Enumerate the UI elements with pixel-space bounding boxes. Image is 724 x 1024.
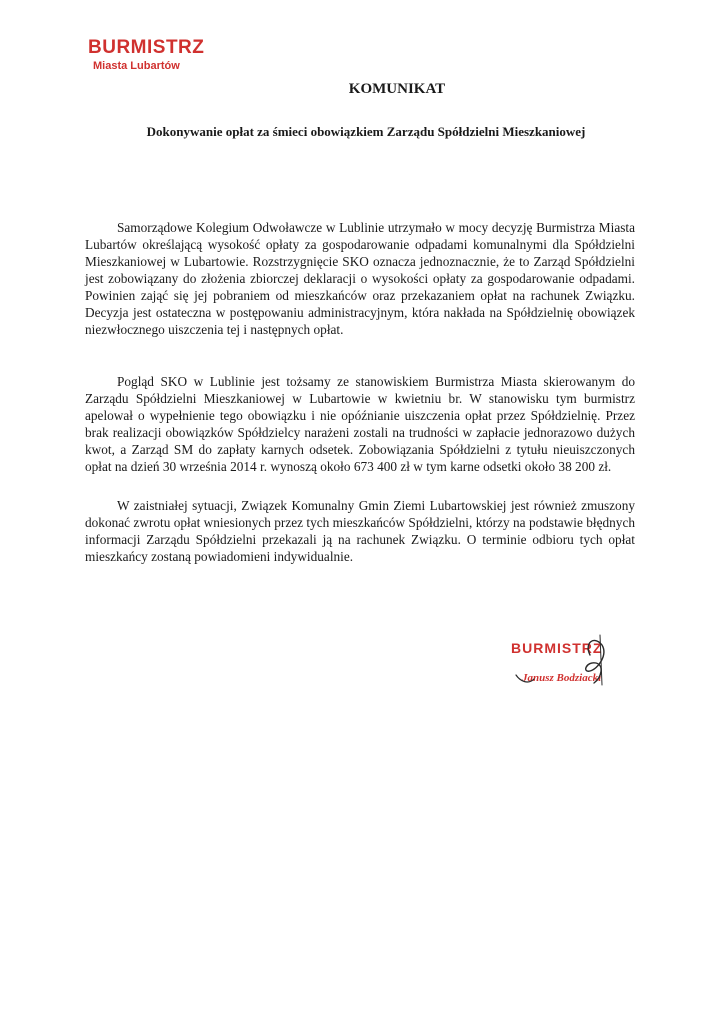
document-subheading: Dokonywanie opłat za śmieci obowiązkiem Zarządu Spółdzielni Mieszkaniowej xyxy=(146,124,586,139)
paragraph-3 xyxy=(85,497,635,565)
signature-stamp xyxy=(498,625,648,700)
paragraph-2 xyxy=(85,373,635,475)
signature-role: BURMISTRZ xyxy=(511,640,603,656)
paragraph-text: Pogląd SKO w Lublinie jest tożsamy ze stanowiskiem Burmistrza Miasta skierowanym do Zarządu Spółdzielni Mieszkaniowej w Lubartowie w kwietniu br. W stanowisku tym burmistrz apelował o wypełnienie tego obowiązku i nie opóźnianie uiszczenia opłat przez Spółdzielnię. Przez brak realizacji obowiązków Spółdzielcy narażeni zostali na trudności w zapłacie jednorazowo dużych kwot, a Zarząd SM do zapłaty karnych odsetek. Zobowiązania Spółdzielni z tytułu nieuiszczonych opłat na dzień 30 września 2014 r. wynoszą około 673 400 zł w tym karne odsetki około 38 200 zł. xyxy=(85,374,635,474)
paragraph-text: W zaistniałej sytuacji, Związek Komunalny Gmin Ziemi Lubartowskiej jest również zmuszony dokonać zwrotu opłat wniesionych przez tych mieszkańców Spółdzielni, którzy na podstawie błędnych informacji Zarządu Spółdzielni przekazali ją na rachunek Związku. O terminie odbioru tych opłat mieszkańcy zostaną powiadomieni indywidualnie. xyxy=(85,498,635,564)
handwritten-signature-icon xyxy=(498,625,648,700)
signature-name: Janusz Bodziacki xyxy=(522,672,602,684)
paragraph-text: Samorządowe Kolegium Odwoławcze w Lublinie utrzymało w mocy decyzję Burmistrza Miasta Lubartów określającą wysokość opłaty za gospodarowanie odpadami komunalnymi dla Spółdzielni Mieszkaniowej w Lubartowie. Rozstrzygnięcie SKO oznacza jednoznacznie, że to Zarząd Spółdzielni jest zobowiązany do złożenia zbiorczej deklaracji o wysokości opłaty za gospodarowanie odpadami. Powinien zająć się jej pobraniem od mieszkańców oraz przekazaniem opłat na rachunek Związku. Decyzja jest ostateczna w postępowaniu administracyjnym, która nakłada na Spółdzielnię obowiązek niezwłocznego uiszczenia tej i następnych opłat. xyxy=(85,220,635,337)
stamp-subtitle: Miasta Lubartów xyxy=(93,60,180,72)
burmistrz-header-stamp xyxy=(88,38,204,72)
stamp-title: BURMISTRZ xyxy=(88,37,205,58)
paragraph-1 xyxy=(85,219,635,338)
document-heading: KOMUNIKAT xyxy=(348,81,446,97)
